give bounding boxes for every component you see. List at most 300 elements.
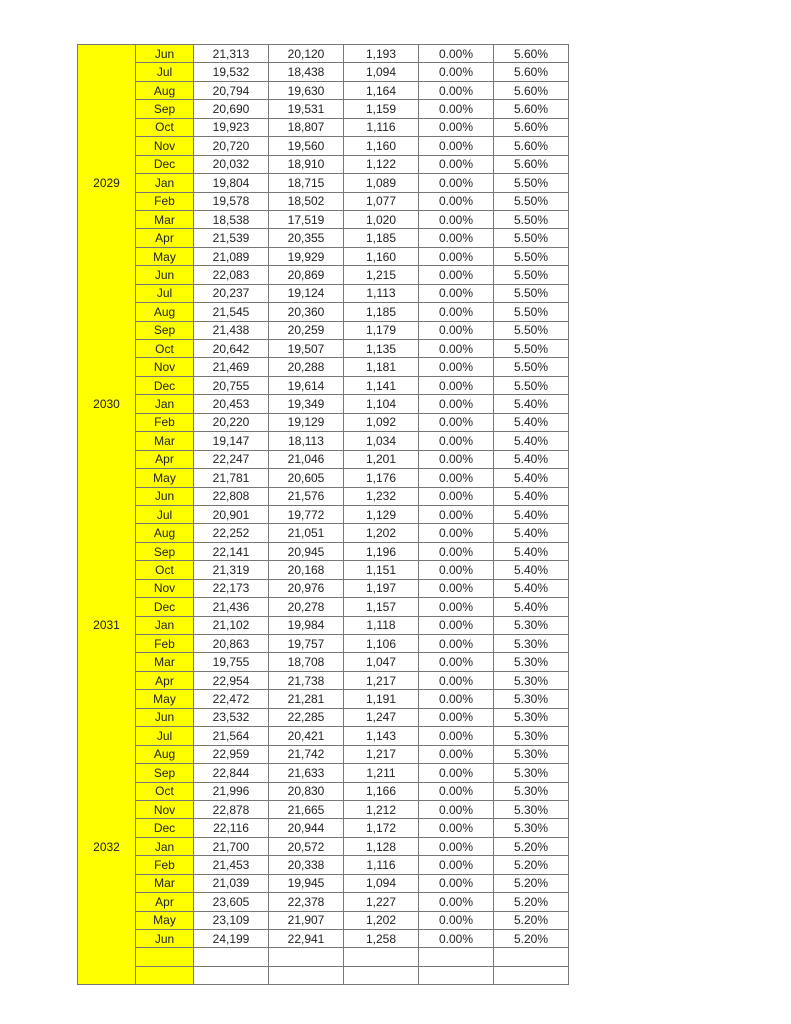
value-cell-col-2[interactable]: 20,830 bbox=[269, 782, 344, 800]
value-cell-col-2[interactable]: 22,941 bbox=[269, 930, 344, 948]
value-cell-col-4[interactable]: 0.00% bbox=[419, 450, 494, 468]
month-cell[interactable]: Sep bbox=[136, 100, 194, 118]
value-cell-col-4[interactable]: 0.00% bbox=[419, 837, 494, 855]
value-cell-col-1[interactable]: 21,453 bbox=[194, 856, 269, 874]
month-cell[interactable]: May bbox=[136, 469, 194, 487]
year-cell[interactable] bbox=[78, 635, 136, 653]
value-cell-col-5[interactable]: 5.50% bbox=[494, 284, 569, 302]
month-cell[interactable]: Jul bbox=[136, 727, 194, 745]
month-cell[interactable]: Jan bbox=[136, 395, 194, 413]
value-cell-col-3[interactable]: 1,164 bbox=[344, 81, 419, 99]
value-cell-col-4[interactable]: 0.00% bbox=[419, 635, 494, 653]
value-cell-col-3[interactable]: 1,159 bbox=[344, 100, 419, 118]
year-cell[interactable] bbox=[78, 561, 136, 579]
value-cell-col-5[interactable]: 5.40% bbox=[494, 450, 569, 468]
year-cell[interactable]: 2030 bbox=[78, 395, 136, 413]
value-cell-col-1[interactable]: 19,578 bbox=[194, 192, 269, 210]
value-cell-col-2[interactable]: 20,976 bbox=[269, 579, 344, 597]
value-cell-col-5[interactable]: 5.20% bbox=[494, 911, 569, 929]
year-cell[interactable] bbox=[78, 118, 136, 136]
year-cell[interactable] bbox=[78, 45, 136, 63]
value-cell-col-5[interactable]: 5.60% bbox=[494, 81, 569, 99]
year-cell[interactable] bbox=[78, 81, 136, 99]
value-cell-col-5[interactable]: 5.60% bbox=[494, 63, 569, 81]
value-cell-col-4[interactable]: 0.00% bbox=[419, 413, 494, 431]
year-cell[interactable] bbox=[78, 579, 136, 597]
value-cell-col-4[interactable]: 0.00% bbox=[419, 321, 494, 339]
value-cell-col-1[interactable]: 22,116 bbox=[194, 819, 269, 837]
value-cell-col-4[interactable]: 0.00% bbox=[419, 118, 494, 136]
value-cell-col-4[interactable]: 0.00% bbox=[419, 782, 494, 800]
value-cell-col-2[interactable]: 18,502 bbox=[269, 192, 344, 210]
value-cell-col-2[interactable]: 19,349 bbox=[269, 395, 344, 413]
value-cell-col-1[interactable]: 22,808 bbox=[194, 487, 269, 505]
value-cell-col-5[interactable]: 5.40% bbox=[494, 432, 569, 450]
value-cell-col-1[interactable]: 21,545 bbox=[194, 303, 269, 321]
value-cell-col-5[interactable]: 5.20% bbox=[494, 930, 569, 948]
value-cell-col-1[interactable]: 21,781 bbox=[194, 469, 269, 487]
value-cell-col-5[interactable]: 5.40% bbox=[494, 469, 569, 487]
value-cell-col-4[interactable]: 0.00% bbox=[419, 653, 494, 671]
value-cell-col-5[interactable]: 5.50% bbox=[494, 266, 569, 284]
month-cell[interactable]: Mar bbox=[136, 210, 194, 228]
year-cell[interactable] bbox=[78, 340, 136, 358]
value-cell-col-5[interactable]: 5.40% bbox=[494, 598, 569, 616]
value-cell-col-4[interactable]: 0.00% bbox=[419, 358, 494, 376]
value-cell-col-5[interactable]: 5.20% bbox=[494, 837, 569, 855]
value-cell-col-3[interactable]: 1,094 bbox=[344, 874, 419, 892]
value-cell-col-4[interactable]: 0.00% bbox=[419, 100, 494, 118]
month-cell[interactable]: May bbox=[136, 247, 194, 265]
value-cell-col-1[interactable]: 20,453 bbox=[194, 395, 269, 413]
value-cell-col-3[interactable]: 1,089 bbox=[344, 174, 419, 192]
value-cell-col-4[interactable]: 0.00% bbox=[419, 874, 494, 892]
value-cell-col-3[interactable]: 1,157 bbox=[344, 598, 419, 616]
month-cell[interactable]: Feb bbox=[136, 192, 194, 210]
value-cell-col-5[interactable]: 5.30% bbox=[494, 819, 569, 837]
value-cell-col-1[interactable]: 22,083 bbox=[194, 266, 269, 284]
value-cell-col-2[interactable]: 20,572 bbox=[269, 837, 344, 855]
value-cell-col-4[interactable]: 0.00% bbox=[419, 174, 494, 192]
value-cell-col-2[interactable]: 20,421 bbox=[269, 727, 344, 745]
month-cell[interactable]: Oct bbox=[136, 782, 194, 800]
value-cell-col-3[interactable]: 1,113 bbox=[344, 284, 419, 302]
value-cell-col-4[interactable]: 0.00% bbox=[419, 745, 494, 763]
year-cell[interactable] bbox=[78, 192, 136, 210]
value-cell-col-3[interactable]: 1,181 bbox=[344, 358, 419, 376]
value-cell-col-1[interactable]: 19,755 bbox=[194, 653, 269, 671]
value-cell-col-2[interactable]: 20,288 bbox=[269, 358, 344, 376]
value-cell-col-2[interactable]: 21,907 bbox=[269, 911, 344, 929]
value-cell-col-5[interactable]: 5.20% bbox=[494, 893, 569, 911]
value-cell-col-1[interactable]: 21,539 bbox=[194, 229, 269, 247]
value-cell-col-1[interactable]: 23,109 bbox=[194, 911, 269, 929]
year-cell[interactable] bbox=[78, 450, 136, 468]
value-cell-col-2[interactable]: 18,708 bbox=[269, 653, 344, 671]
value-cell-col-1[interactable]: 21,700 bbox=[194, 837, 269, 855]
value-cell-col-1[interactable]: 22,141 bbox=[194, 542, 269, 560]
value-cell-col-3[interactable]: 1,143 bbox=[344, 727, 419, 745]
value-cell-col-5[interactable]: 5.50% bbox=[494, 303, 569, 321]
month-cell[interactable]: Apr bbox=[136, 229, 194, 247]
month-cell[interactable]: Apr bbox=[136, 671, 194, 689]
value-cell-col-5[interactable]: 5.40% bbox=[494, 413, 569, 431]
value-cell-col-2[interactable]: 20,355 bbox=[269, 229, 344, 247]
value-cell-col-1[interactable]: 22,844 bbox=[194, 764, 269, 782]
value-cell-col-4[interactable]: 0.00% bbox=[419, 671, 494, 689]
value-cell-col-3[interactable]: 1,172 bbox=[344, 819, 419, 837]
value-cell-col-3[interactable]: 1,196 bbox=[344, 542, 419, 560]
value-cell-col-1[interactable]: 20,032 bbox=[194, 155, 269, 173]
value-cell-col-1[interactable]: 21,436 bbox=[194, 598, 269, 616]
value-cell-col-3[interactable]: 1,128 bbox=[344, 837, 419, 855]
month-cell[interactable]: Aug bbox=[136, 303, 194, 321]
value-cell-col-1[interactable]: 21,089 bbox=[194, 247, 269, 265]
month-cell[interactable]: Nov bbox=[136, 137, 194, 155]
value-cell-col-1[interactable]: 22,173 bbox=[194, 579, 269, 597]
value-cell-col-2[interactable]: 20,360 bbox=[269, 303, 344, 321]
value-cell-col-3[interactable] bbox=[344, 948, 419, 966]
year-cell[interactable] bbox=[78, 469, 136, 487]
value-cell-col-4[interactable]: 0.00% bbox=[419, 800, 494, 818]
value-cell-col-4[interactable]: 0.00% bbox=[419, 911, 494, 929]
value-cell-col-2[interactable]: 20,605 bbox=[269, 469, 344, 487]
value-cell-col-1[interactable]: 23,605 bbox=[194, 893, 269, 911]
year-cell[interactable] bbox=[78, 800, 136, 818]
month-cell[interactable]: Aug bbox=[136, 745, 194, 763]
value-cell-col-1[interactable]: 19,147 bbox=[194, 432, 269, 450]
year-cell[interactable] bbox=[78, 930, 136, 948]
value-cell-col-4[interactable]: 0.00% bbox=[419, 340, 494, 358]
value-cell-col-3[interactable]: 1,094 bbox=[344, 63, 419, 81]
value-cell-col-1[interactable]: 20,863 bbox=[194, 635, 269, 653]
value-cell-col-4[interactable]: 0.00% bbox=[419, 247, 494, 265]
year-cell[interactable] bbox=[78, 229, 136, 247]
value-cell-col-3[interactable]: 1,151 bbox=[344, 561, 419, 579]
value-cell-col-2[interactable]: 19,772 bbox=[269, 505, 344, 523]
value-cell-col-3[interactable]: 1,215 bbox=[344, 266, 419, 284]
value-cell-col-5[interactable]: 5.40% bbox=[494, 395, 569, 413]
value-cell-col-5[interactable]: 5.30% bbox=[494, 745, 569, 763]
month-cell[interactable]: Jun bbox=[136, 930, 194, 948]
value-cell-col-1[interactable]: 21,039 bbox=[194, 874, 269, 892]
value-cell-col-5[interactable]: 5.50% bbox=[494, 210, 569, 228]
value-cell-col-3[interactable]: 1,160 bbox=[344, 137, 419, 155]
value-cell-col-2[interactable]: 20,259 bbox=[269, 321, 344, 339]
value-cell-col-5[interactable]: 5.40% bbox=[494, 561, 569, 579]
value-cell-col-2[interactable] bbox=[269, 948, 344, 966]
month-cell[interactable]: Jan bbox=[136, 616, 194, 634]
value-cell-col-4[interactable]: 0.00% bbox=[419, 690, 494, 708]
year-cell[interactable] bbox=[78, 321, 136, 339]
value-cell-col-3[interactable]: 1,185 bbox=[344, 229, 419, 247]
month-cell[interactable]: Jun bbox=[136, 45, 194, 63]
value-cell-col-4[interactable]: 0.00% bbox=[419, 542, 494, 560]
month-cell[interactable]: Jul bbox=[136, 284, 194, 302]
month-cell[interactable]: Nov bbox=[136, 358, 194, 376]
value-cell-col-3[interactable]: 1,104 bbox=[344, 395, 419, 413]
value-cell-col-4[interactable]: 0.00% bbox=[419, 395, 494, 413]
value-cell-col-3[interactable]: 1,232 bbox=[344, 487, 419, 505]
month-cell[interactable]: Jun bbox=[136, 266, 194, 284]
month-cell[interactable]: Apr bbox=[136, 450, 194, 468]
value-cell-col-2[interactable]: 20,945 bbox=[269, 542, 344, 560]
value-cell-col-2[interactable]: 18,715 bbox=[269, 174, 344, 192]
value-cell-col-4[interactable]: 0.00% bbox=[419, 819, 494, 837]
value-cell-col-2[interactable]: 18,807 bbox=[269, 118, 344, 136]
year-cell[interactable] bbox=[78, 210, 136, 228]
value-cell-col-5[interactable]: 5.50% bbox=[494, 229, 569, 247]
value-cell-col-5[interactable]: 5.30% bbox=[494, 635, 569, 653]
value-cell-col-4[interactable]: 0.00% bbox=[419, 764, 494, 782]
value-cell-col-2[interactable]: 19,929 bbox=[269, 247, 344, 265]
value-cell-col-5[interactable]: 5.30% bbox=[494, 800, 569, 818]
value-cell-col-2[interactable]: 21,576 bbox=[269, 487, 344, 505]
value-cell-col-1[interactable]: 24,199 bbox=[194, 930, 269, 948]
value-cell-col-1[interactable]: 21,996 bbox=[194, 782, 269, 800]
value-cell-col-1[interactable]: 20,720 bbox=[194, 137, 269, 155]
value-cell-col-1[interactable]: 19,804 bbox=[194, 174, 269, 192]
value-cell-col-5[interactable]: 5.30% bbox=[494, 764, 569, 782]
year-cell[interactable] bbox=[78, 671, 136, 689]
year-cell[interactable] bbox=[78, 284, 136, 302]
value-cell-col-1[interactable]: 22,954 bbox=[194, 671, 269, 689]
value-cell-col-3[interactable]: 1,106 bbox=[344, 635, 419, 653]
value-cell-col-5[interactable]: 5.30% bbox=[494, 616, 569, 634]
value-cell-col-3[interactable]: 1,258 bbox=[344, 930, 419, 948]
year-cell[interactable] bbox=[78, 966, 136, 984]
value-cell-col-2[interactable]: 20,168 bbox=[269, 561, 344, 579]
value-cell-col-1[interactable]: 21,319 bbox=[194, 561, 269, 579]
value-cell-col-4[interactable]: 0.00% bbox=[419, 893, 494, 911]
value-cell-col-2[interactable]: 18,910 bbox=[269, 155, 344, 173]
value-cell-col-2[interactable] bbox=[269, 966, 344, 984]
value-cell-col-2[interactable]: 19,630 bbox=[269, 81, 344, 99]
value-cell-col-5[interactable]: 5.20% bbox=[494, 856, 569, 874]
year-cell[interactable] bbox=[78, 137, 136, 155]
value-cell-col-2[interactable]: 22,378 bbox=[269, 893, 344, 911]
value-cell-col-3[interactable]: 1,202 bbox=[344, 524, 419, 542]
year-cell[interactable] bbox=[78, 63, 136, 81]
value-cell-col-2[interactable]: 21,046 bbox=[269, 450, 344, 468]
year-cell[interactable] bbox=[78, 505, 136, 523]
value-cell-col-5[interactable]: 5.40% bbox=[494, 505, 569, 523]
value-cell-col-3[interactable]: 1,034 bbox=[344, 432, 419, 450]
value-cell-col-1[interactable]: 22,959 bbox=[194, 745, 269, 763]
month-cell[interactable]: Feb bbox=[136, 635, 194, 653]
value-cell-col-3[interactable]: 1,211 bbox=[344, 764, 419, 782]
month-cell[interactable]: Oct bbox=[136, 118, 194, 136]
value-cell-col-5[interactable]: 5.20% bbox=[494, 874, 569, 892]
value-cell-col-5[interactable]: 5.50% bbox=[494, 174, 569, 192]
value-cell-col-2[interactable]: 21,738 bbox=[269, 671, 344, 689]
year-cell[interactable] bbox=[78, 819, 136, 837]
value-cell-col-4[interactable]: 0.00% bbox=[419, 229, 494, 247]
value-cell-col-4[interactable]: 0.00% bbox=[419, 524, 494, 542]
value-cell-col-5[interactable]: 5.30% bbox=[494, 727, 569, 745]
value-cell-col-5[interactable]: 5.50% bbox=[494, 376, 569, 394]
value-cell-col-1[interactable]: 21,102 bbox=[194, 616, 269, 634]
year-cell[interactable]: 2032 bbox=[78, 837, 136, 855]
value-cell-col-1[interactable]: 20,642 bbox=[194, 340, 269, 358]
value-cell-col-1[interactable]: 21,313 bbox=[194, 45, 269, 63]
month-cell[interactable]: Sep bbox=[136, 321, 194, 339]
value-cell-col-2[interactable]: 19,757 bbox=[269, 635, 344, 653]
month-cell[interactable]: Aug bbox=[136, 81, 194, 99]
value-cell-col-4[interactable]: 0.00% bbox=[419, 63, 494, 81]
value-cell-col-1[interactable]: 20,237 bbox=[194, 284, 269, 302]
value-cell-col-5[interactable]: 5.50% bbox=[494, 192, 569, 210]
value-cell-col-3[interactable]: 1,193 bbox=[344, 45, 419, 63]
value-cell-col-4[interactable]: 0.00% bbox=[419, 469, 494, 487]
value-cell-col-5[interactable]: 5.50% bbox=[494, 340, 569, 358]
value-cell-col-4[interactable]: 0.00% bbox=[419, 727, 494, 745]
value-cell-col-2[interactable]: 22,285 bbox=[269, 708, 344, 726]
value-cell-col-3[interactable]: 1,116 bbox=[344, 856, 419, 874]
year-cell[interactable] bbox=[78, 911, 136, 929]
value-cell-col-4[interactable]: 0.00% bbox=[419, 81, 494, 99]
value-cell-col-5[interactable]: 5.50% bbox=[494, 247, 569, 265]
month-cell[interactable]: Dec bbox=[136, 376, 194, 394]
month-cell[interactable]: Jun bbox=[136, 708, 194, 726]
year-cell[interactable] bbox=[78, 874, 136, 892]
year-cell[interactable] bbox=[78, 432, 136, 450]
value-cell-col-3[interactable]: 1,077 bbox=[344, 192, 419, 210]
value-cell-col-2[interactable]: 20,278 bbox=[269, 598, 344, 616]
year-cell[interactable] bbox=[78, 266, 136, 284]
value-cell-col-1[interactable]: 21,438 bbox=[194, 321, 269, 339]
value-cell-col-3[interactable]: 1,227 bbox=[344, 893, 419, 911]
value-cell-col-2[interactable]: 19,129 bbox=[269, 413, 344, 431]
value-cell-col-5[interactable]: 5.60% bbox=[494, 45, 569, 63]
value-cell-col-3[interactable]: 1,092 bbox=[344, 413, 419, 431]
month-cell[interactable]: Mar bbox=[136, 432, 194, 450]
value-cell-col-3[interactable]: 1,135 bbox=[344, 340, 419, 358]
value-cell-col-2[interactable]: 21,633 bbox=[269, 764, 344, 782]
month-cell[interactable]: Oct bbox=[136, 561, 194, 579]
month-cell[interactable]: Jul bbox=[136, 505, 194, 523]
value-cell-col-1[interactable]: 20,794 bbox=[194, 81, 269, 99]
value-cell-col-4[interactable]: 0.00% bbox=[419, 284, 494, 302]
year-cell[interactable] bbox=[78, 764, 136, 782]
value-cell-col-3[interactable]: 1,118 bbox=[344, 616, 419, 634]
value-cell-col-2[interactable]: 20,120 bbox=[269, 45, 344, 63]
value-cell-col-2[interactable]: 18,113 bbox=[269, 432, 344, 450]
value-cell-col-2[interactable]: 19,507 bbox=[269, 340, 344, 358]
value-cell-col-3[interactable]: 1,201 bbox=[344, 450, 419, 468]
value-cell-col-3[interactable]: 1,116 bbox=[344, 118, 419, 136]
year-cell[interactable] bbox=[78, 782, 136, 800]
value-cell-col-5[interactable]: 5.40% bbox=[494, 524, 569, 542]
value-cell-col-5[interactable]: 5.60% bbox=[494, 118, 569, 136]
value-cell-col-1[interactable]: 22,252 bbox=[194, 524, 269, 542]
month-cell[interactable]: Feb bbox=[136, 856, 194, 874]
value-cell-col-4[interactable]: 0.00% bbox=[419, 266, 494, 284]
value-cell-col-2[interactable]: 21,051 bbox=[269, 524, 344, 542]
value-cell-col-1[interactable]: 18,538 bbox=[194, 210, 269, 228]
value-cell-col-4[interactable]: 0.00% bbox=[419, 561, 494, 579]
value-cell-col-3[interactable]: 1,247 bbox=[344, 708, 419, 726]
value-cell-col-3[interactable]: 1,191 bbox=[344, 690, 419, 708]
value-cell-col-1[interactable]: 20,755 bbox=[194, 376, 269, 394]
year-cell[interactable] bbox=[78, 690, 136, 708]
value-cell-col-2[interactable]: 19,124 bbox=[269, 284, 344, 302]
value-cell-col-3[interactable]: 1,020 bbox=[344, 210, 419, 228]
value-cell-col-4[interactable] bbox=[419, 966, 494, 984]
month-cell[interactable]: Dec bbox=[136, 155, 194, 173]
value-cell-col-3[interactable]: 1,129 bbox=[344, 505, 419, 523]
value-cell-col-5[interactable]: 5.30% bbox=[494, 782, 569, 800]
year-cell[interactable] bbox=[78, 856, 136, 874]
month-cell[interactable]: Nov bbox=[136, 579, 194, 597]
year-cell[interactable] bbox=[78, 542, 136, 560]
value-cell-col-2[interactable]: 19,614 bbox=[269, 376, 344, 394]
value-cell-col-1[interactable]: 20,690 bbox=[194, 100, 269, 118]
value-cell-col-2[interactable]: 20,338 bbox=[269, 856, 344, 874]
value-cell-col-4[interactable]: 0.00% bbox=[419, 303, 494, 321]
year-cell[interactable] bbox=[78, 727, 136, 745]
month-cell[interactable]: May bbox=[136, 690, 194, 708]
year-cell[interactable] bbox=[78, 376, 136, 394]
value-cell-col-3[interactable] bbox=[344, 966, 419, 984]
value-cell-col-2[interactable]: 19,560 bbox=[269, 137, 344, 155]
month-cell[interactable]: Nov bbox=[136, 800, 194, 818]
value-cell-col-4[interactable]: 0.00% bbox=[419, 432, 494, 450]
value-cell-col-3[interactable]: 1,202 bbox=[344, 911, 419, 929]
value-cell-col-4[interactable]: 0.00% bbox=[419, 137, 494, 155]
month-cell[interactable]: May bbox=[136, 911, 194, 929]
value-cell-col-3[interactable]: 1,217 bbox=[344, 671, 419, 689]
month-cell[interactable]: Jan bbox=[136, 174, 194, 192]
year-cell[interactable] bbox=[78, 100, 136, 118]
month-cell[interactable]: Sep bbox=[136, 764, 194, 782]
value-cell-col-2[interactable]: 21,742 bbox=[269, 745, 344, 763]
value-cell-col-5[interactable] bbox=[494, 966, 569, 984]
value-cell-col-2[interactable]: 19,945 bbox=[269, 874, 344, 892]
year-cell[interactable] bbox=[78, 413, 136, 431]
value-cell-col-4[interactable]: 0.00% bbox=[419, 210, 494, 228]
value-cell-col-3[interactable]: 1,047 bbox=[344, 653, 419, 671]
value-cell-col-4[interactable]: 0.00% bbox=[419, 505, 494, 523]
value-cell-col-3[interactable]: 1,217 bbox=[344, 745, 419, 763]
year-cell[interactable] bbox=[78, 303, 136, 321]
month-cell[interactable]: Jun bbox=[136, 487, 194, 505]
value-cell-col-5[interactable]: 5.30% bbox=[494, 708, 569, 726]
value-cell-col-2[interactable]: 21,281 bbox=[269, 690, 344, 708]
month-cell[interactable]: Oct bbox=[136, 340, 194, 358]
value-cell-col-4[interactable]: 0.00% bbox=[419, 45, 494, 63]
month-cell[interactable]: Feb bbox=[136, 413, 194, 431]
value-cell-col-3[interactable]: 1,122 bbox=[344, 155, 419, 173]
value-cell-col-5[interactable]: 5.30% bbox=[494, 671, 569, 689]
value-cell-col-1[interactable]: 20,901 bbox=[194, 505, 269, 523]
value-cell-col-1[interactable] bbox=[194, 966, 269, 984]
value-cell-col-2[interactable]: 21,665 bbox=[269, 800, 344, 818]
month-cell[interactable]: Jul bbox=[136, 63, 194, 81]
month-cell[interactable]: Apr bbox=[136, 893, 194, 911]
year-cell[interactable]: 2029 bbox=[78, 174, 136, 192]
value-cell-col-3[interactable]: 1,176 bbox=[344, 469, 419, 487]
value-cell-col-4[interactable]: 0.00% bbox=[419, 616, 494, 634]
month-cell[interactable]: Dec bbox=[136, 598, 194, 616]
month-cell[interactable]: Mar bbox=[136, 653, 194, 671]
value-cell-col-4[interactable]: 0.00% bbox=[419, 192, 494, 210]
value-cell-col-1[interactable]: 22,472 bbox=[194, 690, 269, 708]
year-cell[interactable]: 2031 bbox=[78, 616, 136, 634]
value-cell-col-5[interactable]: 5.60% bbox=[494, 137, 569, 155]
value-cell-col-2[interactable]: 19,531 bbox=[269, 100, 344, 118]
value-cell-col-1[interactable]: 19,923 bbox=[194, 118, 269, 136]
